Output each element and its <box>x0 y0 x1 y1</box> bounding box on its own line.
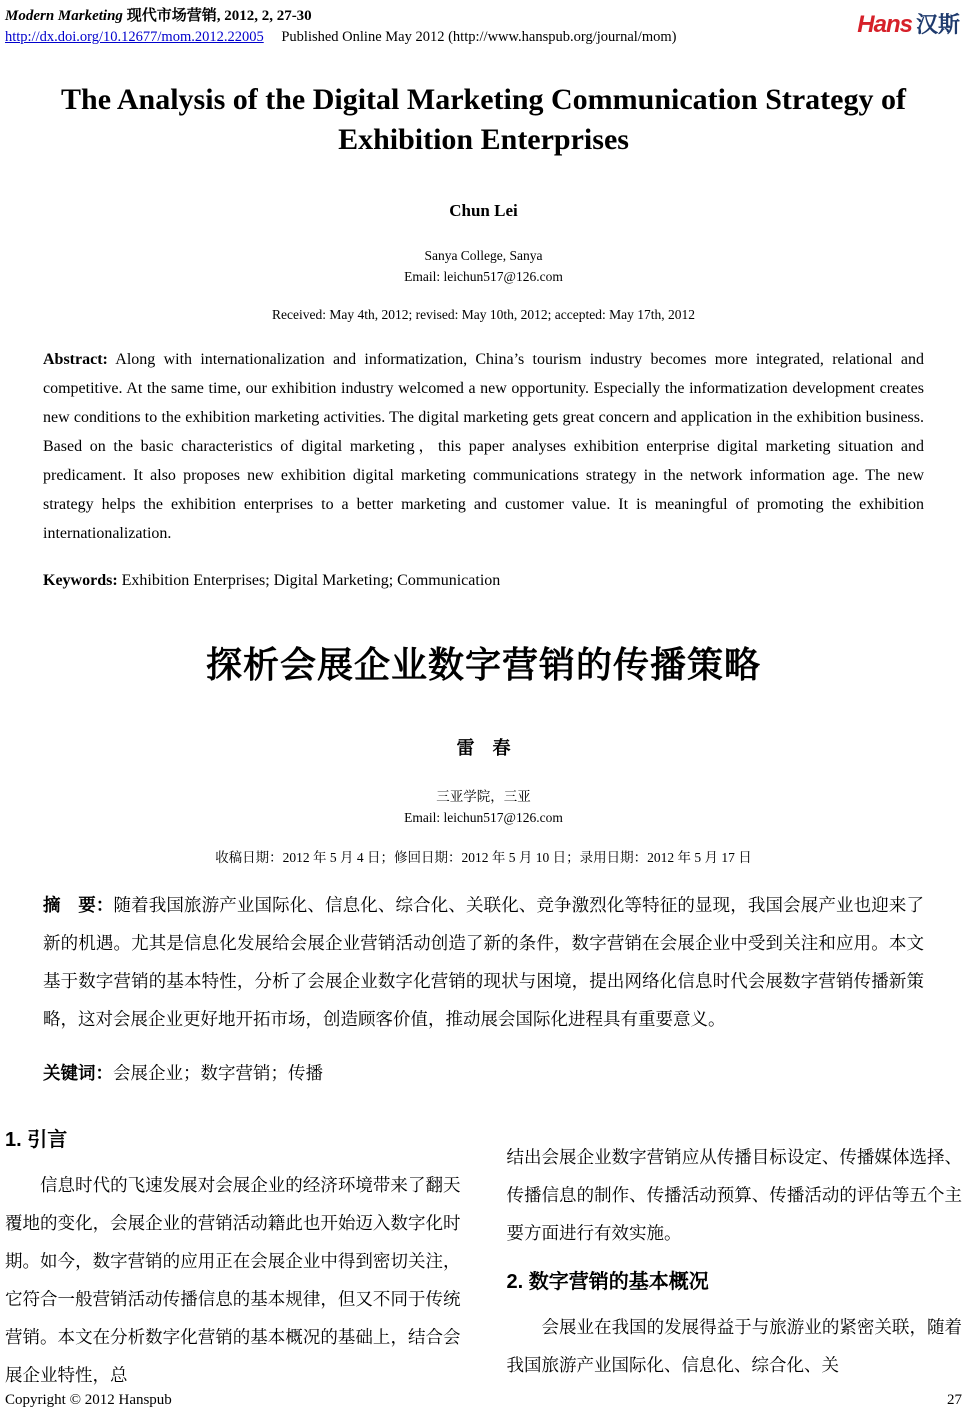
section-1-paragraph: 信息时代的飞速发展对会展企业的经济环境带来了翻天覆地的变化，会展企业的营销活动籍此也开始迈入数字化时期。如今，数字营销的应用正在会展企业中得到密切关注，它符合一般营销活动传播信息的基本规律，但又不同于传统营销。本文在分析数字化营销的基本概况的基础上，结合会展企业特性，总 <box>5 1175 461 1386</box>
section-2-heading: 2. 数字营销的基本概况 <box>506 1271 709 1294</box>
keywords-text-english: Exhibition Enterprises; Digital Marketing; Communication <box>121 572 501 590</box>
abstract-english <box>43 345 924 548</box>
affiliation-chinese: 三亚学院，三亚 <box>436 789 531 805</box>
author-email-english: Email: leichun517@126.com <box>404 269 563 285</box>
affiliation-english: Sanya College, Sanya <box>424 248 543 264</box>
left-column <box>5 1126 461 1394</box>
right-column <box>507 1126 963 1394</box>
keywords-text-chinese: 会展企业；数字营销；传播 <box>113 1063 323 1084</box>
affiliation-block-english <box>5 245 962 287</box>
journal-name-english: Modern Marketing <box>5 8 123 24</box>
received-dates-chinese: 收稿日期：2012 年 5 月 4 日；修回日期：2012 年 5 月 10 日；录用日期：2012 年 5 月 17 日 <box>215 850 752 866</box>
doi-link[interactable]: http://dx.doi.org/10.12677/mom.2012.22005 <box>5 29 264 45</box>
hans-publisher-logo <box>857 6 962 39</box>
abstract-text-english: Along with internationalization and informatization, China’s tourism industry becomes more integrated, relational and competitive. At the same time, our exhibition industry welcomed a new opportunity. Especially the informatization development creates new conditions to the exhibition marketing activities. The digital marketing gets great concern and application in the exhibition business. Based on the basic characteristics of digital marketing，this paper analyses exhibition enterprise digital marketing situation and predicament. It also proposes new exhibition digital marketing communications strategy in the network information age. The new strategy helps the exhibition enterprises to a better marketing and customer value. It is meaningful of promoting the exhibition internationalization. <box>43 351 924 543</box>
paper-title-english: The Analysis of the Digital Marketing Communication Strategy of Exhibition Enterprises <box>61 83 906 156</box>
abstract-label-chinese: 摘 要： <box>43 895 114 916</box>
keywords-chinese <box>43 1054 924 1092</box>
page-number: 27 <box>947 1392 962 1408</box>
journal-title-line <box>5 6 676 27</box>
published-online-text: Published Online May 2012 (http://www.hanspub.org/journal/mom) <box>281 29 677 45</box>
copyright-text: Copyright © 2012 Hanspub <box>5 1392 172 1408</box>
affiliation-block-chinese <box>5 786 962 828</box>
author-email-chinese: Email: leichun517@126.com <box>404 810 563 826</box>
section-1-continuation: 结出会展企业数字营销应从传播目标设定、传播媒体选择、传播信息的制作、传播活动预算、传播活动的评估等五个主要方面进行有效实施。 <box>506 1147 962 1244</box>
page-footer <box>5 1392 962 1409</box>
abstract-label-english: Abstract: <box>43 351 108 369</box>
paper-title-chinese: 探析会展企业数字营销的传播策略 <box>205 644 761 686</box>
journal-info <box>5 6 676 48</box>
doi-line <box>5 27 676 48</box>
keywords-label-english: Keywords: <box>43 572 118 590</box>
hans-logo-chinese: 汉斯 <box>915 12 960 37</box>
received-dates-english: Received: May 4th, 2012; revised: May 10th, 2012; accepted: May 17th, 2012 <box>272 307 695 323</box>
two-column-body <box>5 1126 962 1394</box>
abstract-text-chinese: 随着我国旅游产业国际化、信息化、综合化、关联化、竞争激烈化等特征的显现，我国会展产业也迎来了新的机遇。尤其是信息化发展给会展企业营销活动创造了新的条件，数字营销在会展企业中受到关注和应用。本文基于数字营销的基本特性，分析了会展企业数字化营销的现状与困境，提出网络化信息时代会展数字营销传播新策略，这对会展企业更好地开拓市场，创造顾客价值，推动展会国际化进程具有重要意义。 <box>43 895 925 1030</box>
section-2-paragraph: 会展业在我国的发展得益于与旅游业的紧密关联，随着我国旅游产业国际化、信息化、综合化、关 <box>506 1317 962 1376</box>
keywords-english <box>43 566 924 595</box>
keywords-label-chinese: 关键词： <box>43 1063 113 1084</box>
journal-name-chinese: 现代市场营销, 2012, 2, 27-30 <box>126 8 312 24</box>
author-name-chinese: 雷 春 <box>456 738 511 759</box>
masthead <box>5 6 962 48</box>
hans-logo-latin: Hans <box>857 11 912 38</box>
author-name-english: Chun Lei <box>449 201 518 221</box>
abstract-chinese <box>43 886 924 1038</box>
section-1-heading: 1. 引言 <box>5 1129 68 1152</box>
